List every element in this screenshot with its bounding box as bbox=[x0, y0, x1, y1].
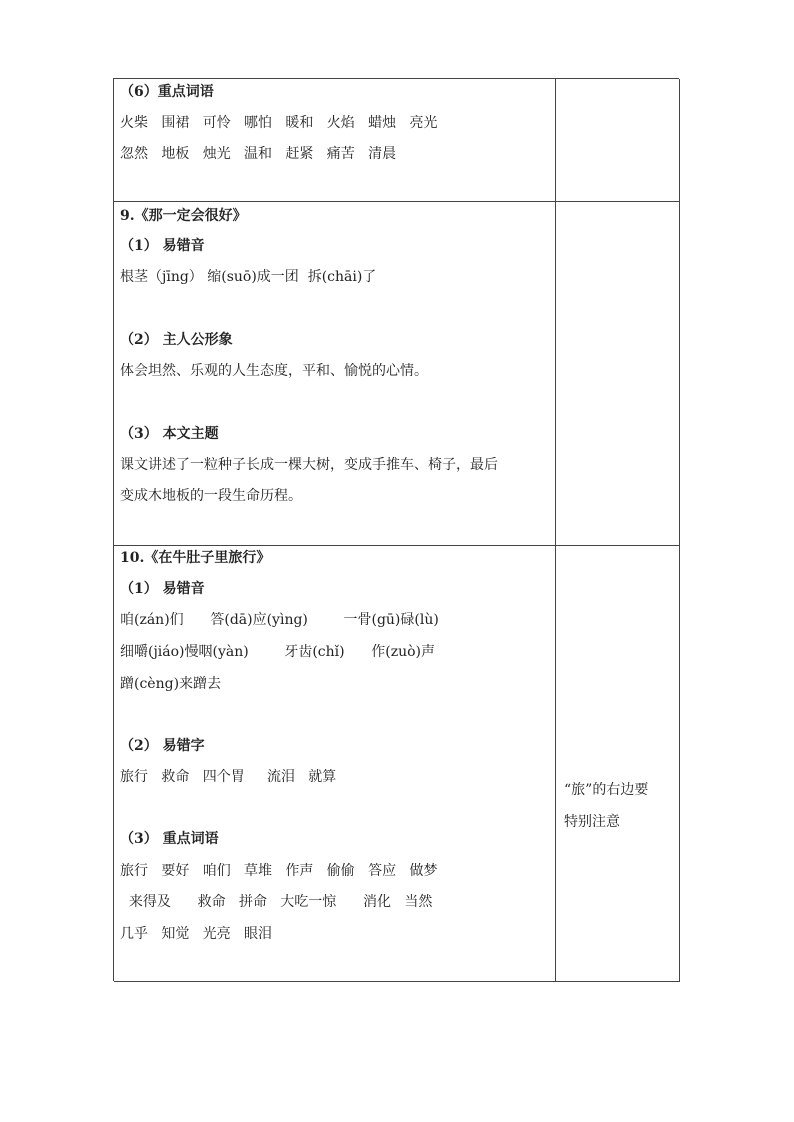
word-list-line: 旅行 救命 四个胃 流泪 就算 bbox=[120, 769, 337, 785]
section-heading: （3） 重点词语 bbox=[120, 831, 219, 847]
content-cell bbox=[114, 202, 556, 545]
pronunciation-line: 蹭(cèng)来蹭去 bbox=[120, 676, 222, 692]
notes-cell bbox=[556, 202, 680, 545]
side-note: “旅”的右边要 bbox=[564, 782, 649, 798]
word-list-line: 来得及 救命 拼命 大吃一惊 消化 当然 bbox=[120, 894, 433, 910]
section-heading: （2） 易错字 bbox=[120, 738, 205, 754]
section-heading: （1） 易错音 bbox=[120, 581, 205, 597]
word-list-line: 火柴 围裙 可怜 哪怕 暖和 火焰 蜡烛 亮光 bbox=[120, 115, 438, 131]
pronunciation-line: 根茎（jīng） 缩(suō)成一团 拆(chāi)了 bbox=[120, 269, 377, 285]
word-list-line: 旅行 要好 咱们 草堆 作声 偷偷 答应 做梦 bbox=[120, 863, 438, 879]
section-heading: （2） 主人公形象 bbox=[120, 332, 233, 348]
section-heading: （6）重点词语 bbox=[120, 84, 214, 100]
word-list-line: 忽然 地板 烛光 温和 赶紧 痛苦 清晨 bbox=[120, 146, 397, 162]
notes-cell bbox=[556, 79, 680, 201]
section-heading: （1） 易错音 bbox=[120, 238, 205, 254]
lesson-title: 9.《那一定会很好》 bbox=[120, 208, 247, 224]
side-note: 特别注意 bbox=[564, 814, 620, 830]
section-heading: （3） 本文主题 bbox=[120, 426, 219, 442]
table-row bbox=[114, 202, 680, 546]
content-cell bbox=[114, 546, 556, 981]
notes-table bbox=[113, 78, 679, 981]
body-text: 课文讲述了一粒种子长成一棵大树，变成手推车、椅子，最后 bbox=[120, 457, 498, 473]
table-row bbox=[114, 546, 680, 982]
pronunciation-line: 咱(zán)们 答(dā)应(yìng) 一骨(gū)碌(lù) bbox=[120, 612, 439, 628]
notes-cell bbox=[556, 546, 680, 981]
body-text: 变成木地板的一段生命历程。 bbox=[120, 488, 302, 504]
word-list-line: 几乎 知觉 光亮 眼泪 bbox=[120, 926, 273, 942]
content-cell bbox=[114, 79, 556, 201]
pronunciation-line: 细嚼(jiáo)慢咽(yàn) 牙齿(chǐ) 作(zuò)声 bbox=[120, 644, 436, 660]
table-row bbox=[114, 79, 680, 202]
lesson-title: 10.《在牛肚子里旅行》 bbox=[120, 550, 271, 566]
body-text: 体会坦然、乐观的人生态度，平和、愉悦的心情。 bbox=[120, 363, 428, 379]
